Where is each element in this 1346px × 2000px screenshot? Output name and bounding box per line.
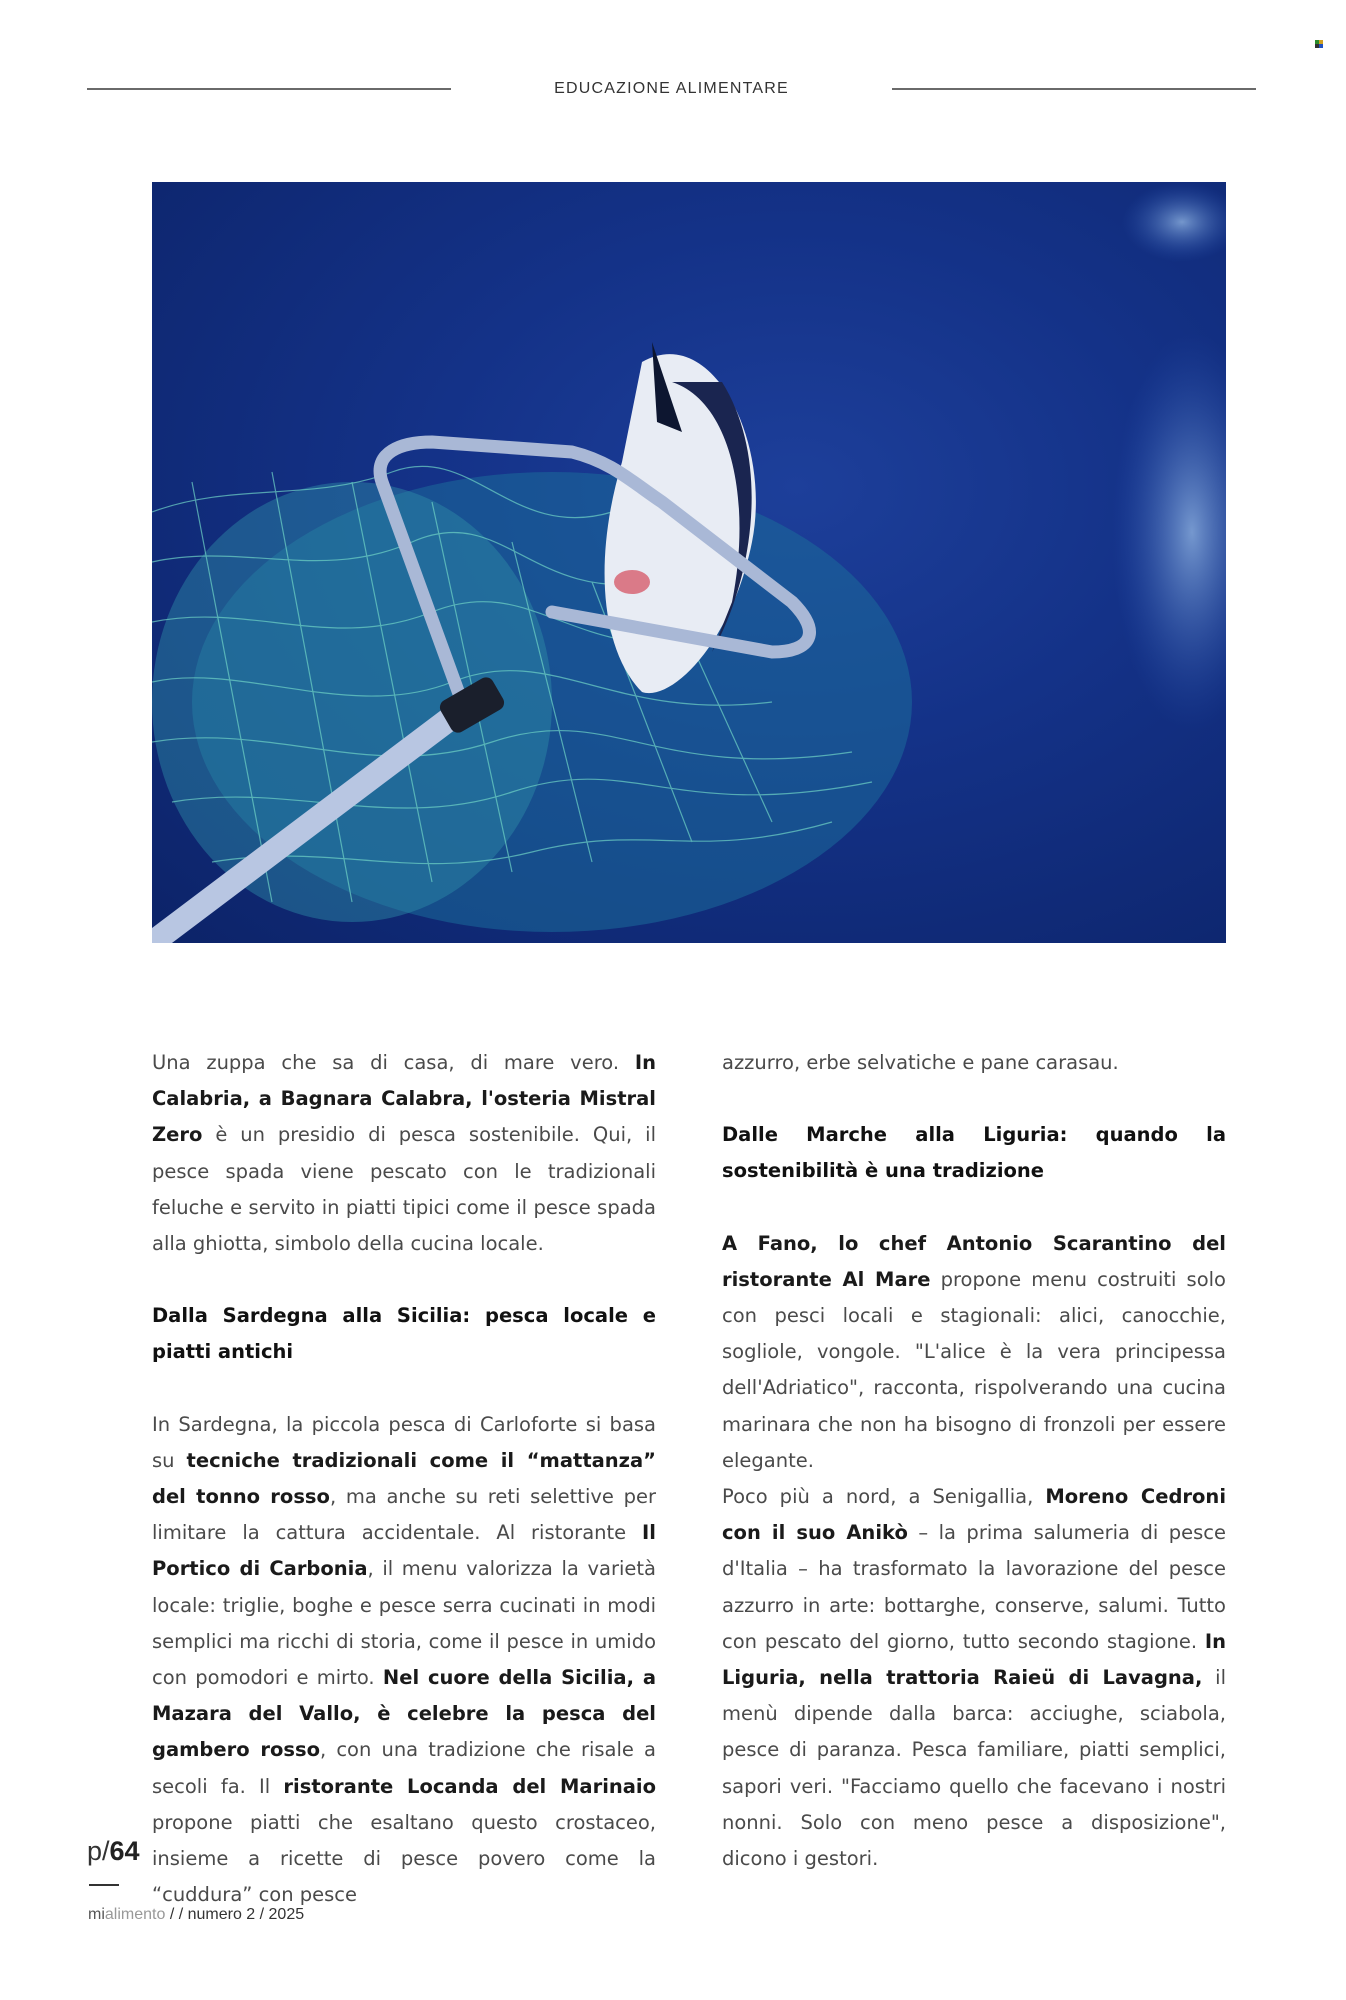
text-run: propone piatti che esaltano questo crostaceo, insieme a ricette di pesce povero come la “cuddura” con pesce	[152, 1810, 656, 1907]
bold-text-run: In Liguria, nella trattoria Raieü di Lavagna,	[722, 1629, 1226, 1690]
bold-text-run: tecniche tradizionali come il “mattanza” del tonno rosso	[152, 1448, 656, 1509]
text-run: è un presidio di pesca sostenibile. Qui, il pesce spada viene pescato con le tradizionali feluche e servito in piatti tipici come il pesce spada alla ghiotta, simbolo della cucina locale.	[152, 1123, 656, 1256]
text-run: , ma anche su reti selettive per limitare la cattura accidentale. Al ristorante	[152, 1485, 656, 1545]
bold-text-run: ristorante Locanda del Marinaio	[283, 1774, 657, 1798]
header-rule-right	[892, 88, 1256, 90]
page-number-value: 64	[109, 1836, 140, 1866]
page-number	[87, 1836, 140, 1867]
article-column-right	[722, 1045, 1226, 1877]
paragraph	[152, 1045, 656, 1262]
header-rule-left	[87, 88, 451, 90]
paragraph	[722, 1479, 1226, 1877]
footer-issue	[88, 1906, 304, 1924]
subheading: Dalle Marche alla Liguria: quando la sostenibilità è una tradizione	[722, 1123, 1226, 1183]
text-run: il menù dipende dalla barca: acciughe, sciabola, pesce di paranza. Pesca familiare, piatti semplici, sapori veri. "Facciamo quello che facevano i nostri nonni. Solo con meno pesce a disposizione", dicono i gestori.	[722, 1666, 1226, 1871]
text-run: propone menu costruiti solo con pesci locali e stagionali: alici, canocchie, sogliole, vongole. "L'alice è la vera principessa dell'Adriatico", racconta, rispolverando una cucina marinara che non ha bisogno di fronzoli per essere elegante.	[722, 1267, 1226, 1472]
article-photo	[152, 182, 1226, 943]
bold-text-run: Nel cuore della Sicilia, a Mazara del Vallo, è celebre la pesca del gambero rosso	[152, 1666, 656, 1762]
paragraph: azzurro, erbe selvatiche e pane carasau.	[722, 1051, 1119, 1074]
text-run: Poco più a nord, a Senigallia,	[722, 1485, 1046, 1509]
text-run: – la prima salumeria di pesce d'Italia – ha trasformato la lavorazione del pesce azzurro in arte: bottarghe, conserve, salumi. Tutto con pescato del giorno, tutto secondo stagione.	[722, 1521, 1226, 1653]
bold-text-run: Moreno Cedroni con il suo Anikò	[722, 1485, 1227, 1545]
bold-text-run: Il Portico di Carbonia	[152, 1521, 656, 1581]
swordfish-net-illustration	[152, 182, 1226, 943]
bold-text-run: A Fano, lo chef Antonio Scarantino del ristorante Al Mare	[722, 1231, 1226, 1291]
text-run: Una zuppa che sa di casa, di mare vero.	[152, 1051, 635, 1074]
corner-mark-icon	[1315, 40, 1323, 48]
bold-text-run: In Calabria, a Bagnara Calabra, l'osteria Mistral Zero	[152, 1051, 656, 1147]
paragraph	[722, 1226, 1226, 1479]
brand-mi: mi	[88, 1906, 105, 1923]
paragraph	[152, 1407, 656, 1914]
text-run: , il menu valorizza la varietà locale: triglie, boghe e pesce serra cucinati in modi semplici ma ricchi di storia, come il pesce in umido con pomodori e mirto.	[152, 1557, 656, 1690]
subheading: Dalla Sardegna alla Sicilia: pesca locale e piatti antichi	[152, 1304, 656, 1364]
article-column-left	[152, 1045, 656, 1913]
text-run: In Sardegna, la piccola pesca di Carloforte si basa su	[152, 1412, 656, 1472]
section-title: EDUCAZIONE ALIMENTARE	[554, 80, 789, 97]
page-number-rule	[89, 1884, 119, 1886]
brand-alimento: alimento	[104, 1906, 166, 1923]
issue-info: / / numero 2 / 2025	[165, 1906, 305, 1923]
page-prefix: p/	[87, 1836, 110, 1866]
text-run: , con una tradizione che risale a secoli fa. Il	[152, 1738, 656, 1798]
